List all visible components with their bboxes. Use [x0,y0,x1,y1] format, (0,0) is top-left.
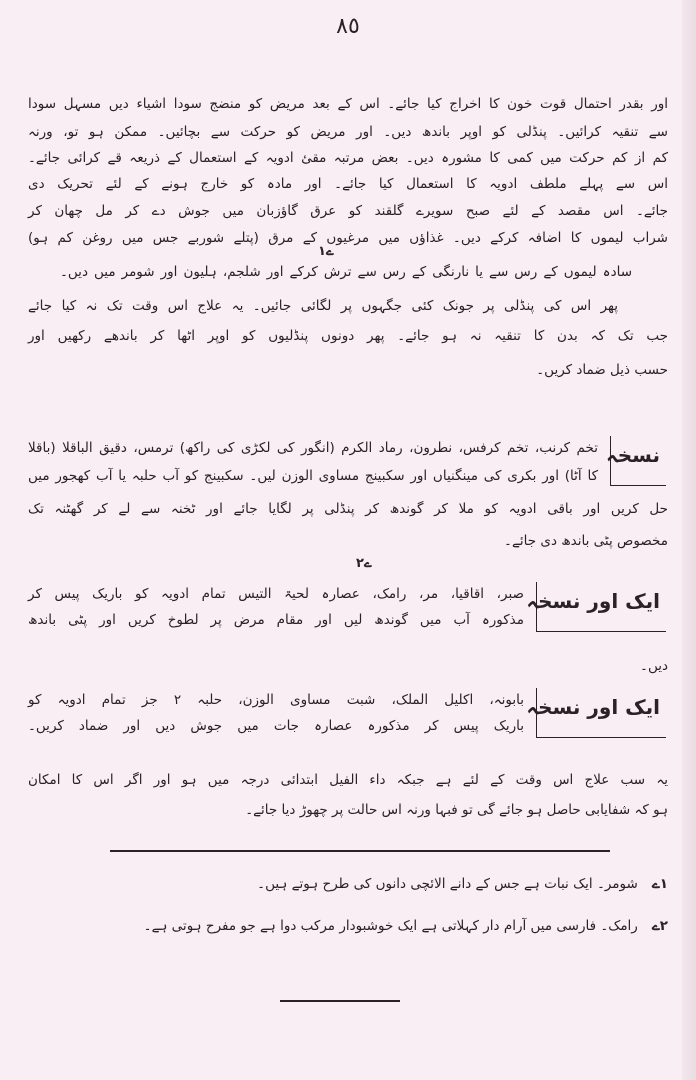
text-line: جائے۔ اس مقصد کے لئے صبح سویرے گلقند کو عرق گاؤزبان میں جوش دے کر مل چھان کر [28,203,668,219]
text-line: پھر اس کی پنڈلی پر جونک کئی جگہوں پر لگائی جائیں۔ یہ علاج اس وقت تک نہ کیا جائے [28,298,618,314]
footnote-ref: ۲ے [356,556,372,571]
recipe-line: صبر، اقاقیا، مر، رامک، عصارہ لحیۃ التیس تمام ادویہ کو باریک پیس کر [28,586,524,602]
recipe-label: نسخہ [610,436,666,486]
recipe-line: باریک پیس کر مذکورہ عصارہ جات میں جوش دیں اور ضماد کریں۔ [28,718,524,734]
text-line: اس سے پہلے ملطف ادویہ کا استعمال کیا جائے۔ اور مادہ کو خارج ہونے کے لئے تحریک دی [28,176,668,192]
page-edge [682,0,696,1080]
footnote-text: رامک۔ فارسی میں آرام دار کہلاتی ہے ایک خوشبودار مرکب دوا ہے جو مفرح ہوتی ہے۔ [143,918,638,934]
text-line: کم از کم حرکت میں کمی کا مشورہ دیں۔ بعض مرتبہ مقئ ادویہ کے استعمال کے ذریعہ قے کرائی جائے۔ [28,150,668,166]
footnote [60,872,668,896]
text-line: سادہ لیموں کے رس سے یا نارنگی کے رس سے ترش کرکے اور شلجم، ہلیون اور شومر میں دیں۔ [60,264,632,280]
footnote-text: شومر۔ ایک نبات ہے جس کے دانے الائچی دانوں کی طرح ہوتے ہیں۔ [257,876,638,892]
page-number: ٨٥ [336,14,360,39]
footnote [60,914,668,938]
footnote-ref: ۱ے [318,244,334,259]
recipe-label: ایک اور نسخہ [536,582,666,632]
footnote-divider [110,850,610,852]
footnote-mark: ۲ے [651,918,668,934]
recipe-line: مخصوص پٹی باندھ دی جائے۔ [504,533,668,549]
recipe-line: حل کریں اور باقی ادویہ کو ملا کر گوندھ کر پنڈلی پر لگایا جائے اور ٹخنہ سے لے کر گھٹنہ تک [28,501,668,517]
footnote-mark: ۱ے [651,876,668,892]
recipe-line: بابونہ، اکلیل الملک، شبت مساوی الوزن، حلبہ ۲ جز تمام ادویہ کو [28,692,524,708]
end-rule [280,1000,400,1002]
text-line: سے تنقیہ کرائیں۔ پنڈلی کو اوپر باندھ دیں۔ اور مریض کو حرکت سے بچائیں۔ ممکن ہو تو، ورنہ [28,124,668,140]
text-line: یہ سب علاج اس وقت کے لئے ہے جبکہ داء الفیل ابتدائی درجہ میں ہو اور اگر اس کا امکان [28,772,668,788]
recipe-line: تخم کرنب، تخم کرفس، نطرون، رماد الکرم (انگور کی لکڑی کی راکھ) ترمس، دقیق الباقلا (باقلا [28,440,598,456]
recipe-line: مذکورہ آب میں گوندھ لیں اور مقام مرض پر لطوخ کریں اور پٹی باندھ [28,612,524,628]
recipe-label: ایک اور نسخہ [536,688,666,738]
text-line: جب تک کہ بدن کا تنقیہ نہ ہو جائے۔ پھر دونوں پنڈلیوں کو اوپر اٹھا کر باندھے رکھیں اور [28,328,668,344]
recipe-line: کا آٹا) اور بکری کی مینگنیاں اور سکبینج مساوی الوزن لیں۔ سکبینج کو آب حلبہ یا آب کھجور میں [28,468,598,484]
recipe-line: دیں۔ [640,658,668,674]
text-line: اور بقدر احتمال قوت خون کا اخراج کیا جائے۔ اس کے بعد مریض کو منضج سودا اشیاء دیں مسہل سودا [28,96,668,112]
text-line: ہو کہ شفایابی حاصل ہو جائے گی تو فبہا ورنہ اس حالت پر چھوڑ دیا جائے۔ [245,802,668,818]
text-line: شراب لیموں کا اضافہ کرکے دیں۔ غذاؤں میں مرغیوں کے مرق (پتلے شوربے جس میں روغن کم ہو) [28,230,668,246]
text-line: حسب ذیل ضماد کریں۔ [536,362,668,378]
